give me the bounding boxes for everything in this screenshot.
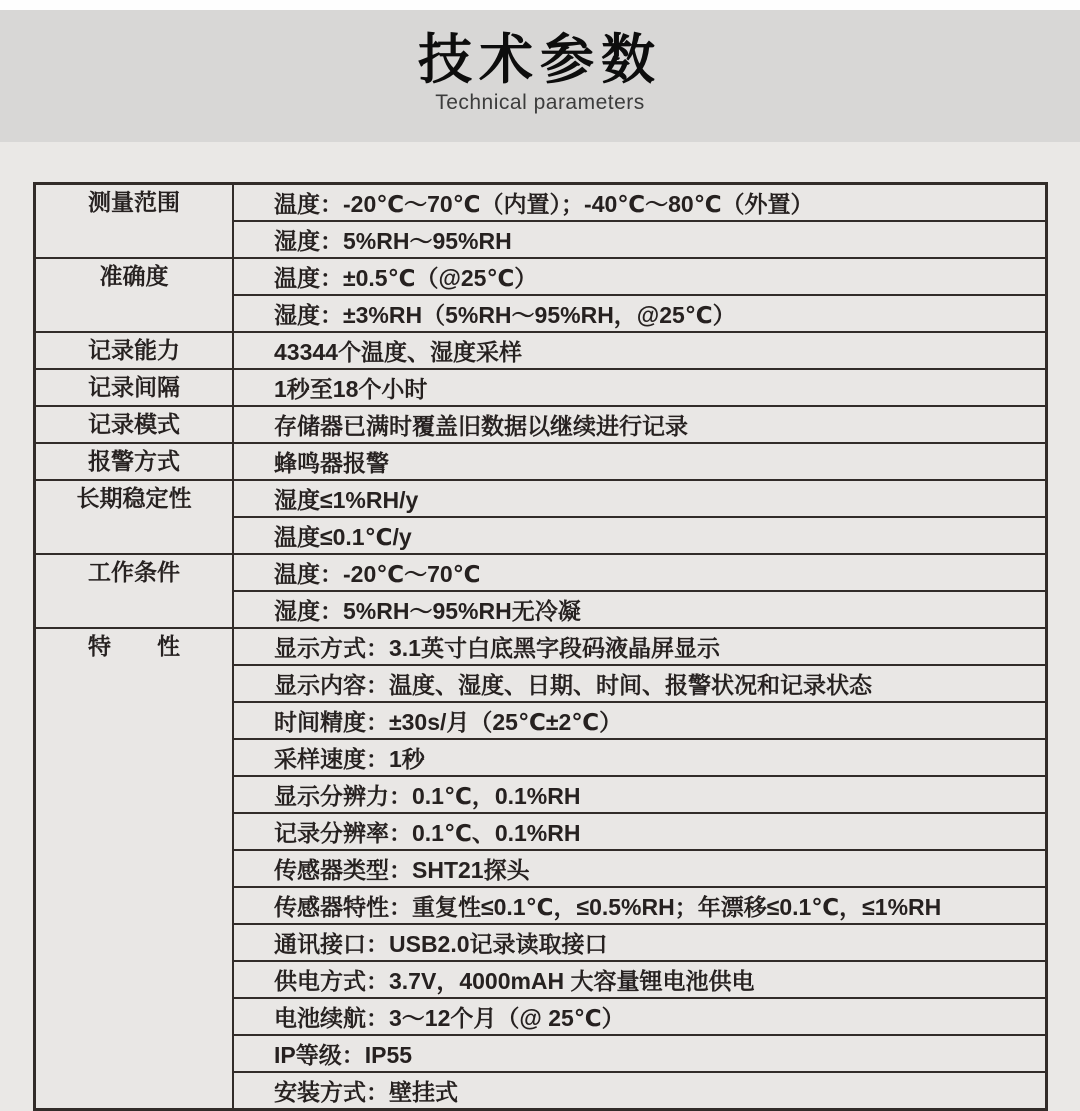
row-value-cell: 温度：-20℃～70℃（内置）；-40℃～80℃（外置） [233,184,1047,222]
spec-table-body [35,184,1047,1110]
header-banner [0,10,1080,142]
row-label-cell: 长期稳定性 [35,480,234,554]
row-label-cell: 准确度 [35,258,234,332]
row-label-cell: 特 性 [35,628,234,1110]
row-value-cell: 显示方式：3.1英寸白底黑字段码液晶屏显示 [233,628,1047,665]
row-value-cell: 43344个温度、湿度采样 [233,332,1047,369]
page-subtitle: Technical parameters [435,91,645,114]
row-value-cell: 湿度：5%RH～95%RH [233,221,1047,258]
row-value-cell: 温度≤0.1℃/y [233,517,1047,554]
row-label-cell: 测量范围 [35,184,234,259]
row-value-cell: 电池续航：3～12个月（@ 25℃） [233,998,1047,1035]
spec-table-container [33,182,1080,1111]
row-value-cell: 记录分辨率：0.1℃、0.1%RH [233,813,1047,850]
row-value-cell: 温度：-20℃～70℃ [233,554,1047,591]
row-value-cell: 安装方式：壁挂式 [233,1072,1047,1110]
row-value-cell: 传感器特性：重复性≤0.1℃，≤0.5%RH；年漂移≤0.1℃，≤1%RH [233,887,1047,924]
table-row [35,406,1047,443]
row-label-cell: 记录模式 [35,406,234,443]
row-value-cell: IP等级：IP55 [233,1035,1047,1072]
row-label-cell: 工作条件 [35,554,234,628]
page-title: 技术参数 [418,30,662,90]
table-row [35,554,1047,591]
row-value-cell: 通讯接口：USB2.0记录读取接口 [233,924,1047,961]
table-row [35,443,1047,480]
table-row [35,184,1047,222]
row-value-cell: 湿度：±3%RH（5%RH～95%RH，@25℃） [233,295,1047,332]
row-label-cell: 记录能力 [35,332,234,369]
table-row [35,480,1047,517]
table-row [35,369,1047,406]
row-value-cell: 1秒至18个小时 [233,369,1047,406]
row-value-cell: 湿度：5%RH～95%RH无冷凝 [233,591,1047,628]
row-label-cell: 记录间隔 [35,369,234,406]
table-row [35,332,1047,369]
row-value-cell: 温度：±0.5℃（@25℃） [233,258,1047,295]
row-value-cell: 采样速度：1秒 [233,739,1047,776]
table-row [35,258,1047,295]
row-value-cell: 显示分辨力：0.1℃，0.1%RH [233,776,1047,813]
row-value-cell: 供电方式：3.7V，4000mAH 大容量锂电池供电 [233,961,1047,998]
top-strip [0,0,1080,10]
row-value-cell: 蜂鸣器报警 [233,443,1047,480]
row-value-cell: 传感器类型：SHT21探头 [233,850,1047,887]
row-value-cell: 存储器已满时覆盖旧数据以继续进行记录 [233,406,1047,443]
row-value-cell: 显示内容：温度、湿度、日期、时间、报警状况和记录状态 [233,665,1047,702]
row-label-cell: 报警方式 [35,443,234,480]
row-value-cell: 湿度≤1%RH/y [233,480,1047,517]
row-value-cell: 时间精度：±30s/月（25℃±2℃） [233,702,1047,739]
table-row [35,628,1047,665]
spec-table [33,182,1048,1111]
